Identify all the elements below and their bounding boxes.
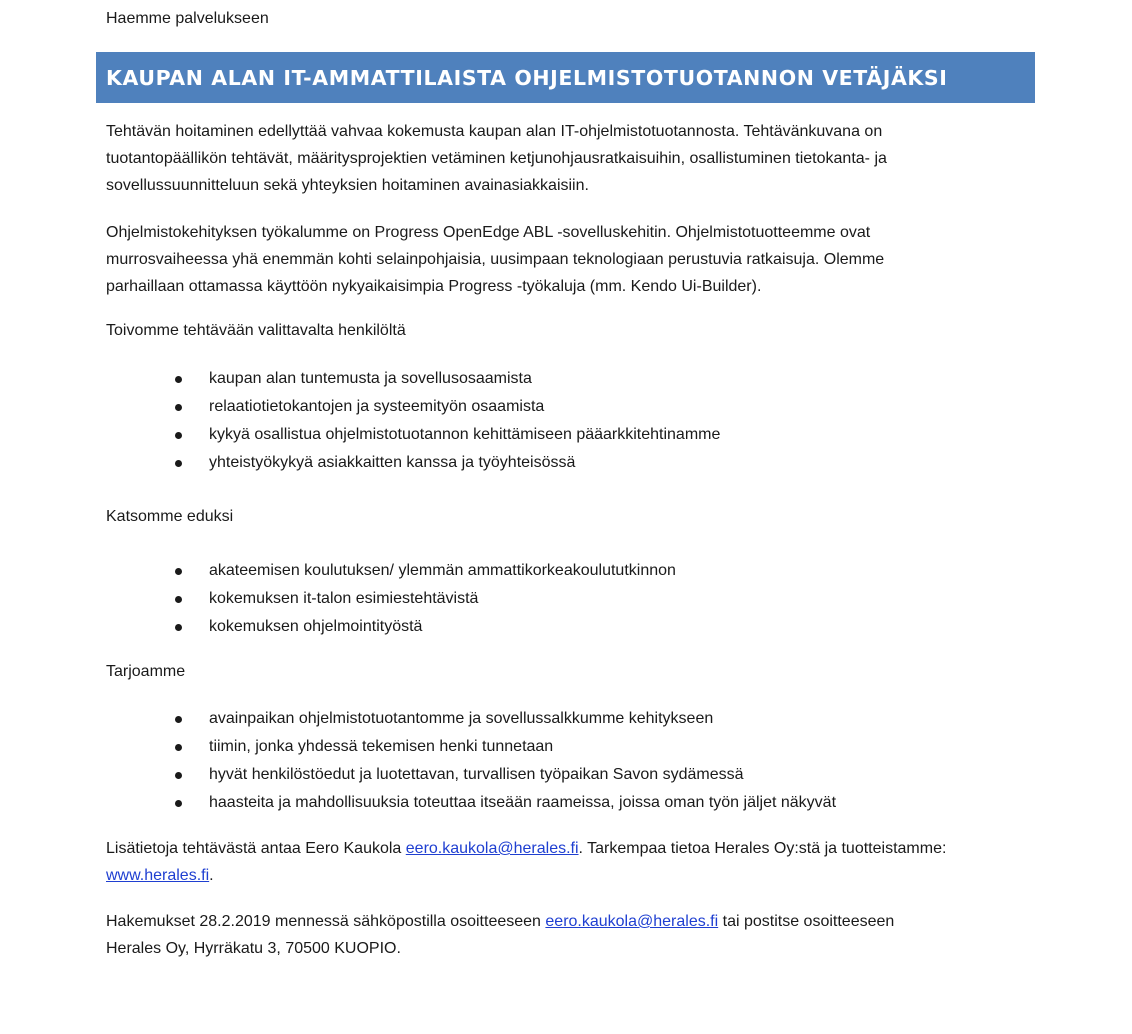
list-item <box>0 585 676 613</box>
list-item-text: tiimin, jonka yhdessä tekemisen henki tunnetaan <box>209 738 554 755</box>
address-line: Herales Oy, Hyrräkatu 3, 70500 KUOPIO. <box>106 940 401 957</box>
list-item <box>0 613 676 641</box>
bullet-icon <box>175 596 182 603</box>
contact-email-link[interactable]: eero.kaukola@herales.fi <box>405 840 579 857</box>
bullet-icon <box>175 772 182 779</box>
requirements-heading: Toivomme tehtävään valittavalta henkilöltä <box>106 322 406 339</box>
contact-paragraph <box>106 835 1031 889</box>
list-item-text: yhteistyökykyä asiakkaitten kanssa ja työyhteisössä <box>209 454 576 471</box>
list-item <box>0 733 836 761</box>
bullet-icon <box>175 716 182 723</box>
website-line <box>106 862 1031 889</box>
bullet-icon <box>175 460 182 467</box>
bullet-icon <box>175 744 182 751</box>
paragraph-line: Ohjelmistokehityksen työkalumme on Progress OpenEdge ABL -sovelluskehitin. Ohjelmistotuotteemme ovat <box>106 224 871 241</box>
advantages-heading: Katsomme eduksi <box>106 508 234 525</box>
list-item <box>0 557 676 585</box>
application-text: Hakemukset 28.2.2019 mennessä sähköpostilla osoitteeseen <box>106 913 546 930</box>
offer-heading: Tarjoamme <box>106 663 186 680</box>
list-item <box>0 421 720 449</box>
title-banner <box>96 52 1035 103</box>
list-item-text: haasteita ja mahdollisuuksia toteuttaa itseään raameissa, joissa oman työn jäljet näkyvät <box>209 794 837 811</box>
list-item-text: kokemuksen ohjelmointityöstä <box>209 618 423 635</box>
requirements-list <box>0 365 720 477</box>
list-item <box>0 789 836 817</box>
list-item <box>0 761 836 789</box>
list-item-text: relaatiotietokantojen ja systeemityön osaamista <box>209 398 545 415</box>
list-item <box>0 449 720 477</box>
intro-text: Haemme palvelukseen <box>106 10 269 27</box>
bullet-icon <box>175 800 182 807</box>
list-item <box>0 393 720 421</box>
list-item-text: kykyä osallistua ohjelmistotuotannon kehittämiseen pääarkkitehtinamme <box>209 426 721 443</box>
list-item <box>0 705 836 733</box>
page-title: KAUPAN ALAN IT-AMMATTILAISTA OHJELMISTOTUOTANNON VETÄJÄKSI <box>106 65 948 90</box>
bullet-icon <box>175 624 182 631</box>
application-email-link[interactable]: eero.kaukola@herales.fi <box>545 913 719 930</box>
application-text: tai postitse osoitteeseen <box>718 913 895 930</box>
tools-paragraph <box>106 219 1031 300</box>
list-item-text: akateemisen koulutuksen/ ylemmän ammattikorkeakoulututkinnon <box>209 562 676 579</box>
list-item-text: avainpaikan ohjelmistotuotantomme ja sovellussalkkumme kehitykseen <box>209 710 714 727</box>
list-item-text: hyvät henkilöstöedut ja luotettavan, turvallisen työpaikan Savon sydämessä <box>209 766 744 783</box>
paragraph-line: tuotantopäällikön tehtävät, määritysprojektien vetäminen ketjunohjausratkaisuihin, osallistuminen tietokanta- ja <box>106 150 887 167</box>
list-item-text: kaupan alan tuntemusta ja sovellusosaamista <box>209 370 532 387</box>
paragraph-line: Tehtävän hoitaminen edellyttää vahvaa kokemusta kaupan alan IT-ohjelmistotuotannosta. Tehtävänkuvana on <box>106 123 883 140</box>
list-item-text: kokemuksen it-talon esimiestehtävistä <box>209 590 479 607</box>
paragraph-line: parhaillaan ottamassa käyttöön nykyaikaisimpia Progress -työkaluja (mm. Kendo Ui-Builder). <box>106 278 762 295</box>
bullet-icon <box>175 404 182 411</box>
offer-list <box>0 705 836 817</box>
paragraph-line: murrosvaiheessa yhä enemmän kohti selainpohjaisia, uusimpaan teknologiaan perustuvia ratkaisuja. Olemme <box>106 251 885 268</box>
advantages-list <box>0 557 676 641</box>
bullet-icon <box>175 432 182 439</box>
contact-line <box>106 835 1031 862</box>
contact-text: Lisätietoja tehtävästä antaa Eero Kaukola <box>106 840 406 857</box>
paragraph-line: sovellussuunnitteluun sekä yhteyksien hoitaminen avainasiakkaisiin. <box>106 177 589 194</box>
bullet-icon <box>175 376 182 383</box>
list-item <box>0 365 720 393</box>
description-paragraph <box>106 118 1031 199</box>
application-line <box>106 908 1031 935</box>
contact-text: . Tarkempaa tietoa Herales Oy:stä ja tuotteistamme: <box>578 840 947 857</box>
application-paragraph <box>106 908 1031 962</box>
bullet-icon <box>175 568 182 575</box>
website-suffix: . <box>209 867 214 884</box>
website-link[interactable]: www.herales.fi <box>106 867 210 884</box>
